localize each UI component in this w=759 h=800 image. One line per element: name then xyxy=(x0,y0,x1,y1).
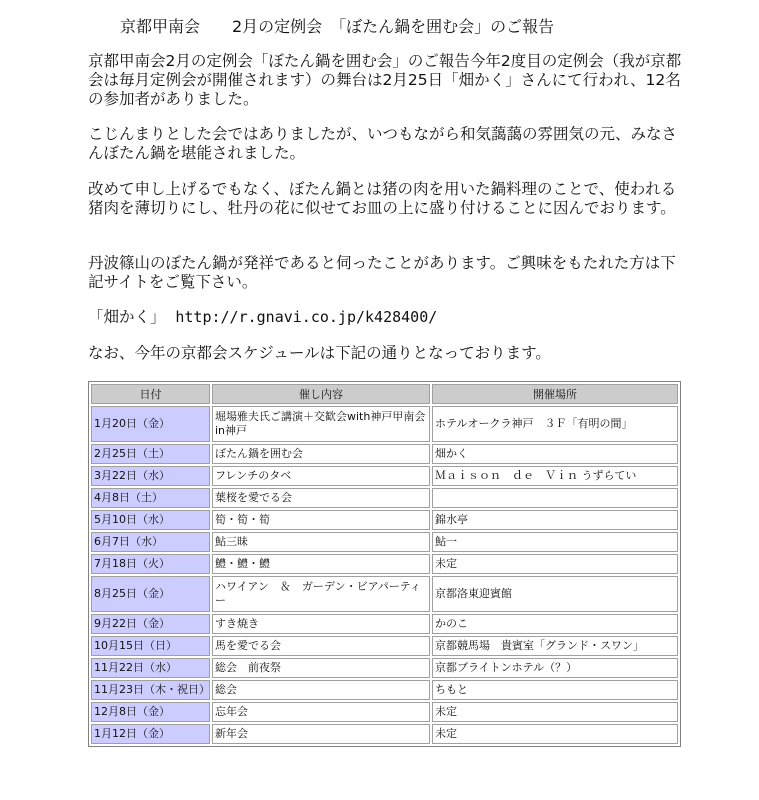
schedule-table xyxy=(88,381,681,747)
page-title: 京都甲南会 2月の定例会 「ぼたん鍋を囲む会」のご報告 xyxy=(120,17,555,36)
origin-paragraph: 丹波篠山のぼたん鍋が発祥であると伺ったことがあります。ご興味をもたれた方は下記サイトをご覧下さい。 xyxy=(88,254,676,291)
venue-cell xyxy=(432,488,678,508)
venue-cell: 京都競馬場 貴賓室「グランド・スワン」 xyxy=(432,636,678,656)
restaurant-name: 「畑かく」 xyxy=(88,308,166,326)
schedule-intro: なお、今年の京都会スケジュールは下記の通りとなっております。 xyxy=(88,344,551,362)
event-cell: フレンチのタベ xyxy=(212,466,430,486)
table-row xyxy=(91,532,678,552)
table-row xyxy=(91,510,678,530)
table-header-row xyxy=(91,384,678,404)
table-row xyxy=(91,466,678,486)
date-cell: 8月25日（金） xyxy=(91,576,210,612)
event-cell: 堀場雅夫氏ご講演＋交歓会with神戸甲南会in神戸 xyxy=(212,406,430,442)
venue-cell: 未定 xyxy=(432,702,678,722)
event-cell: 新年会 xyxy=(212,724,430,744)
venue-cell: 畑かく xyxy=(432,444,678,464)
date-cell: 1月20日（金） xyxy=(91,406,210,442)
date-cell: 1月12日（金） xyxy=(91,724,210,744)
table-row xyxy=(91,658,678,678)
date-cell: 11月23日（木・祝日） xyxy=(91,680,210,700)
date-cell: 9月22日（金） xyxy=(91,614,210,634)
venue-cell: 京都洛東迎賓館 xyxy=(432,576,678,612)
table-row xyxy=(91,724,678,744)
report-paragraph: 京都甲南会2月の定例会「ぼたん鍋を囲む会」のご報告今年2度目の定例会（我が京都会は毎月定例会が開催されます）の舞台は2月25日「畑かく」さんにて行われ、12名の参加者がありました。 xyxy=(88,52,682,108)
event-cell: 忘年会 xyxy=(212,702,430,722)
atmosphere-paragraph: こじんまりとした会ではありましたが、いつもながら和気藹藹の雰囲気の元、みなさんぼたん鍋を堪能されました。 xyxy=(88,125,678,162)
event-cell: 馬を愛でる会 xyxy=(212,636,430,656)
table-row xyxy=(91,576,678,612)
table-row xyxy=(91,444,678,464)
venue-cell: かのこ xyxy=(432,614,678,634)
venue-cell: Ｍａｉｓｏｎ ｄｅ Ｖｉｎ うずらてい xyxy=(432,466,678,486)
event-cell: 総会 前夜祭 xyxy=(212,658,430,678)
table-row xyxy=(91,488,678,508)
venue-cell: 未定 xyxy=(432,724,678,744)
venue-cell: 錦水亭 xyxy=(432,510,678,530)
venue-cell: 未定 xyxy=(432,554,678,574)
event-cell: ぼたん鍋を囲む会 xyxy=(212,444,430,464)
date-cell: 12月8日（金） xyxy=(91,702,210,722)
restaurant-url-link[interactable]: http://r.gnavi.co.jp/k428400/ xyxy=(175,308,438,326)
event-cell: すき焼き xyxy=(212,614,430,634)
date-cell: 2月25日（土） xyxy=(91,444,210,464)
restaurant-link-line xyxy=(88,308,688,327)
event-cell: 鮎三昧 xyxy=(212,532,430,552)
header-date: 日付 xyxy=(91,384,210,404)
venue-cell: ホテルオークラ神戸 ３Ｆ「有明の間」 xyxy=(432,406,678,442)
date-cell: 4月8日（土） xyxy=(91,488,210,508)
event-cell: 鱧・鱧・鱧 xyxy=(212,554,430,574)
table-row xyxy=(91,614,678,634)
venue-cell: 京都ブライトンホテル（？） xyxy=(432,658,678,678)
table-row xyxy=(91,554,678,574)
event-cell: 総会 xyxy=(212,680,430,700)
event-cell: 葉桜を愛でる会 xyxy=(212,488,430,508)
event-cell: ハワイアン ＆ ガーデン・ビアパーティー xyxy=(212,576,430,612)
header-event: 催し内容 xyxy=(212,384,430,404)
table-row xyxy=(91,680,678,700)
venue-cell: ちもと xyxy=(432,680,678,700)
header-venue: 開催場所 xyxy=(432,384,678,404)
venue-cell: 鮎一 xyxy=(432,532,678,552)
table-row xyxy=(91,702,678,722)
date-cell: 6月7日（水） xyxy=(91,532,210,552)
event-cell: 筍・筍・筍 xyxy=(212,510,430,530)
date-cell: 7月18日（火） xyxy=(91,554,210,574)
botan-nabe-paragraph: 改めて申し上げるでもなく、ぼたん鍋とは猪の肉を用いた鍋料理のことで、使われる猪肉を薄切りにし、牡丹の花に似せてお皿の上に盛り付けることに因んでおります。 xyxy=(88,180,677,217)
date-cell: 11月22日（水） xyxy=(91,658,210,678)
date-cell: 5月10日（水） xyxy=(91,510,210,530)
table-row xyxy=(91,636,678,656)
table-row xyxy=(91,406,678,442)
date-cell: 10月15日（日） xyxy=(91,636,210,656)
date-cell: 3月22日（水） xyxy=(91,466,210,486)
